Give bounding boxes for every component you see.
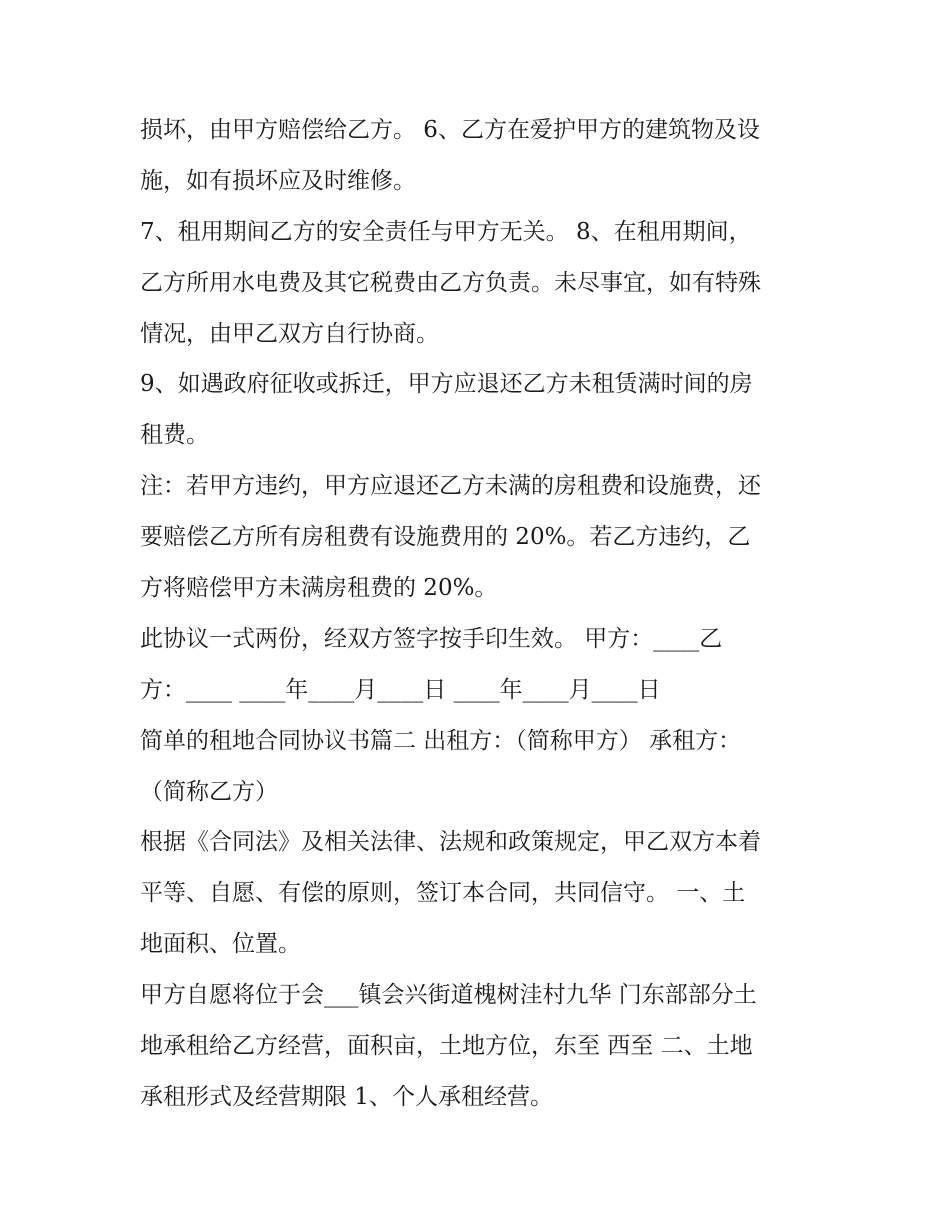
text-line-5: 情况，由甲乙双方自行协商。: [140, 320, 439, 347]
text-line-14: （简称乙方）: [140, 778, 278, 805]
text-line-17: 地面积、位置。: [140, 931, 301, 958]
text-line-11: 此协议一式两份，经双方签字按手印生效。 甲方：____乙: [140, 625, 723, 652]
text-line-8: 注：若甲方违约，甲方应退还乙方未满的房租费和设施费，还: [140, 473, 761, 500]
contract-body-text: [140, 105, 820, 1123]
text-line-16: 平等、自愿、有偿的原则，签订本合同，共同信守。 一、土: [140, 880, 746, 907]
text-line-2: 施，如有损坏应及时维修。: [140, 167, 416, 194]
text-line-12: 方：____ ____年____月____日 ____年____月____日: [140, 676, 661, 703]
text-line-10: 方将赔偿甲方未满房租费的 20%。: [140, 575, 498, 602]
text-line-13: 简单的租地合同协议书篇二 出租方：（简称甲方） 承租方：: [140, 727, 742, 754]
text-line-18: 甲方自愿将位于会___镇会兴街道槐树洼村九华 门东部部分土: [140, 982, 757, 1009]
text-line-1: 损坏，由甲方赔偿给乙方。 6、乙方在爱护甲方的建筑物及设: [140, 117, 760, 143]
text-line-6: 9、如遇政府征收或拆迁，甲方应退还乙方未租赁满时间的房: [140, 371, 753, 398]
text-line-15: 根据《合同法》及相关法律、法规和政策规定，甲乙双方本着: [140, 829, 761, 856]
text-line-4: 乙方所用水电费及其它税费由乙方负责。未尽事宜，如有特殊: [140, 269, 761, 296]
text-line-19: 地承租给乙方经营，面积亩，土地方位，东至 西至 二、土地: [140, 1033, 753, 1060]
text-line-3: 7、租用期间乙方的安全责任与甲方无关。 8、在租用期间，: [140, 218, 752, 245]
text-line-7: 租费。: [140, 422, 209, 449]
text-line-20: 承租形式及经营期限 1、个人承租经营。: [140, 1083, 553, 1110]
text-line-9: 要赔偿乙方所有房租费有设施费用的 20%。若乙方违约，乙: [140, 524, 751, 551]
